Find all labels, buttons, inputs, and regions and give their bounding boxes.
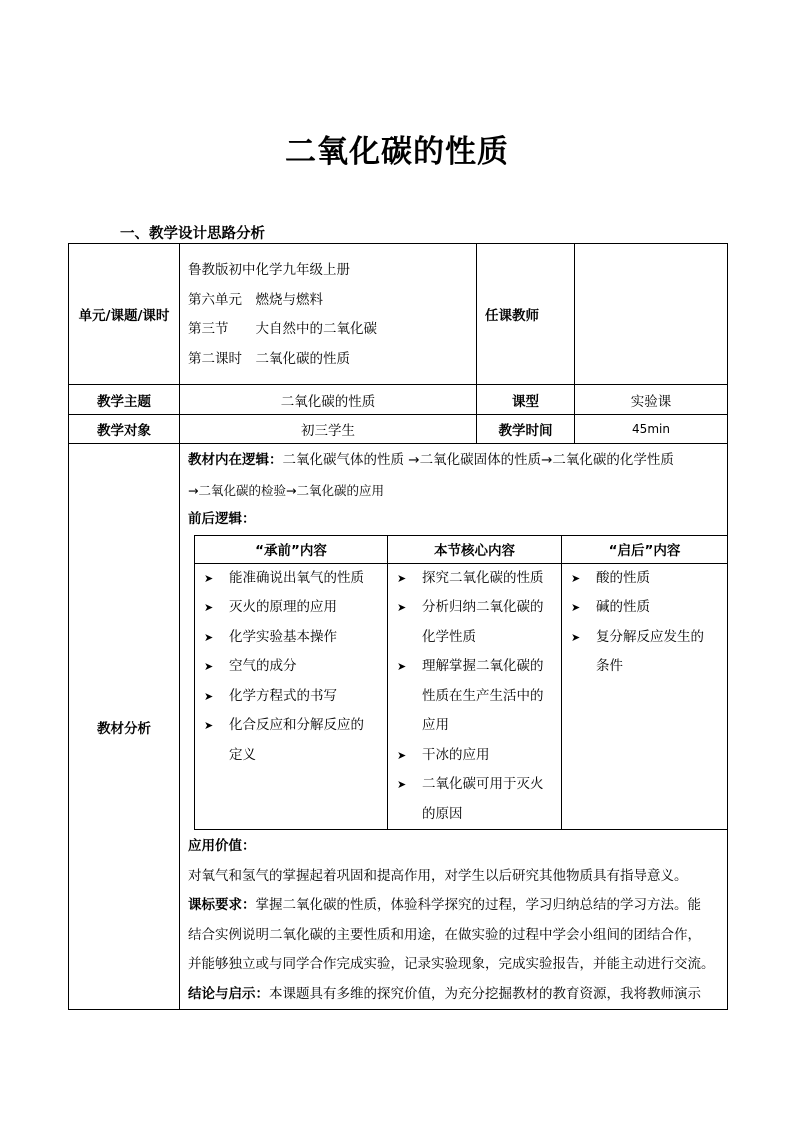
teacher-value[interactable] [575, 244, 728, 385]
conclusion-text: 本课题具有多维的探究价值，为充分挖掘教材的教育资源，我将教师演示 [269, 985, 701, 1002]
list-item-continued: 应用 [422, 717, 449, 733]
arrowhead-bullet-icon: ➤ [571, 571, 581, 585]
logic-line [180, 444, 727, 476]
audience-label: 教学对象 [69, 415, 180, 444]
core-content-header: 本节核心内容 [388, 535, 562, 563]
list-item-continued: 性质在生产生活中的 [422, 687, 544, 704]
arrowhead-bullet-icon: ➤ [204, 601, 214, 614]
prior-content-list [195, 563, 388, 830]
unit-line: 第六单元 燃烧与燃料 [188, 291, 323, 308]
lesson-design-table [68, 243, 728, 1010]
analysis-content [180, 444, 728, 1010]
standard-text-line: 结合实例说明二氧化碳的主要性质和用途，在做实验的过程中学会小组间的团结合作， [188, 926, 701, 943]
standard-label: 课标要求： [188, 897, 256, 913]
topic-row [69, 385, 728, 415]
arrowhead-bullet-icon: ➤ [397, 601, 407, 614]
logic-label: 教材内在逻辑： [188, 452, 283, 468]
arrowhead-bullet-icon: ➤ [204, 571, 214, 585]
arrowhead-bullet-icon: ➤ [397, 748, 407, 762]
standard-text: 掌握二氧化碳的性质，体验科学探究的过程，学习归纳总结的学习方法。能 [255, 897, 701, 913]
list-item: ➤ 能准确说出氧气的性质 [195, 564, 387, 594]
core-content-list [388, 563, 562, 830]
list-item: ➤ 分析归纳二氧化碳的 [388, 593, 561, 623]
teacher-label: 任课教师 [477, 244, 575, 385]
logic-text: 二氧化碳气体的性质 →二氧化碳固体的性质→二氧化碳的化学性质 [282, 452, 674, 468]
analysis-row [69, 444, 728, 1010]
lesson-type-label: 课型 [477, 385, 575, 415]
duration-label: 教学时间 [477, 415, 575, 444]
conclusion-label: 结论与启示： [188, 985, 269, 1002]
standard-text-line: 并能够独立或与同学合作完成实验，记录实验现象，完成实验报告，并能主动进行交流。 [188, 956, 715, 972]
list-item-continued: 化学性质 [422, 628, 476, 645]
list-item: ➤ 化合反应和分解反应的 [195, 711, 387, 741]
audience-row [69, 415, 728, 444]
duration-value: 45min [575, 415, 728, 444]
list-item-continued: 定义 [229, 746, 256, 763]
list-item: ➤ 化学方程式的书写 [195, 682, 387, 712]
conclusion [180, 980, 727, 1010]
analysis-label: 教材分析 [69, 444, 180, 1010]
unit-row [69, 244, 728, 385]
audience-value: 初三学生 [180, 415, 477, 444]
arrowhead-bullet-icon: ➤ [397, 778, 407, 791]
list-item-continued: 的原因 [422, 805, 463, 822]
unit-line: 鲁教版初中化学九年级上册 [188, 262, 350, 278]
list-item-continued: 条件 [596, 658, 623, 674]
list-item: ➤ 化学实验基本操作 [195, 623, 387, 653]
before-after-table [194, 535, 728, 831]
following-content-list [562, 563, 728, 830]
application-value-label: 应用价值： [188, 838, 256, 854]
topic-label: 教学主题 [69, 385, 180, 415]
arrowhead-bullet-icon: ➤ [571, 630, 581, 644]
page-title: 二氧化碳的性质 [285, 134, 509, 170]
list-item: ➤ 空气的成分 [195, 652, 387, 682]
list-item: ➤ 复分解反应发生的 [562, 623, 727, 653]
arrowhead-bullet-icon: ➤ [397, 660, 407, 673]
list-item: ➤ 灭火的原理的应用 [195, 593, 387, 623]
list-item: ➤ 碱的性质 [562, 593, 727, 623]
curriculum-standard [180, 891, 727, 921]
application-value-text: 对氧气和氢气的掌握起着巩固和提高作用，对学生以后研究其他物质具有指导意义。 [188, 867, 688, 884]
unit-line: 第二课时 二氧化碳的性质 [188, 350, 350, 367]
list-item: ➤ 理解掌握二氧化碳的 [388, 652, 561, 682]
lesson-type-value: 实验课 [575, 385, 728, 415]
section-heading: 一、教学设计思路分析 [120, 226, 265, 242]
arrowhead-bullet-icon: ➤ [571, 601, 581, 614]
unit-value [180, 244, 477, 385]
topic-value: 二氧化碳的性质 [180, 385, 477, 415]
arrowhead-bullet-icon: ➤ [204, 630, 214, 644]
list-item: ➤ 二氧化碳可用于灭火 [388, 770, 561, 800]
arrowhead-bullet-icon: ➤ [204, 719, 214, 732]
before-after-label: 前后逻辑： [188, 511, 256, 527]
list-item: ➤ 干冰的应用 [388, 741, 561, 771]
list-item: ➤ 探究二氧化碳的性质 [388, 564, 561, 594]
following-content-header: “启后”内容 [562, 535, 728, 563]
arrowhead-bullet-icon: ➤ [397, 571, 407, 585]
list-item: ➤ 酸的性质 [562, 564, 727, 594]
arrowhead-bullet-icon: ➤ [204, 689, 214, 703]
unit-label: 单元/课题/课时 [69, 244, 180, 385]
arrowhead-bullet-icon: ➤ [204, 660, 214, 673]
unit-line: 第三节 大自然中的二氧化碳 [188, 321, 377, 337]
prior-content-header: “承前”内容 [195, 535, 388, 563]
logic-text-continued: →二氧化碳的检验→二氧化碳的应用 [188, 482, 384, 498]
